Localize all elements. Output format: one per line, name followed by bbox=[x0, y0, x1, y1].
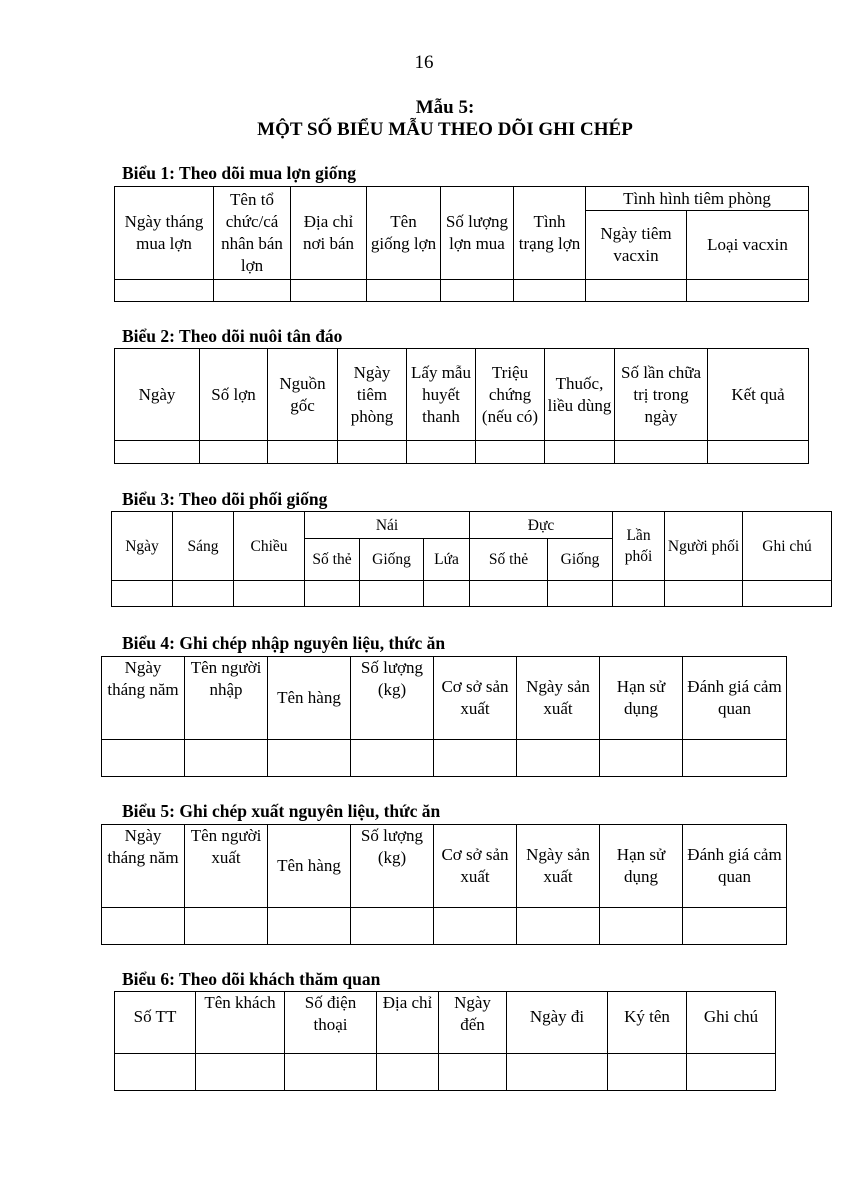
form2-header: Nguồn gốc bbox=[268, 349, 338, 441]
blank-cell bbox=[102, 908, 185, 945]
blank-cell bbox=[185, 908, 268, 945]
blank-cell bbox=[613, 581, 665, 607]
form4-header: Số lượng (kg) bbox=[351, 657, 434, 740]
form3-caption: Biểu 3: Theo dõi phối giống bbox=[122, 489, 328, 509]
blank-cell bbox=[517, 908, 600, 945]
form3-nai-sub-header: Lứa bbox=[424, 539, 470, 581]
form1-caption: Biểu 1: Theo dõi mua lợn giống bbox=[122, 163, 357, 183]
form-label: Mẫu 5: bbox=[415, 97, 475, 118]
form5-header: Đánh giá cảm quan bbox=[683, 825, 787, 908]
blank-cell bbox=[683, 908, 787, 945]
form3-nai-sub-header: Số thẻ bbox=[305, 539, 360, 581]
form6-header: Ngày đến bbox=[439, 992, 507, 1054]
blank-cell bbox=[102, 740, 185, 777]
form5-header: Ngày sản xuất bbox=[517, 825, 600, 908]
form2-header: Số lần chữa trị trong ngày bbox=[615, 349, 708, 441]
form2-header: Triệu chứng (nếu có) bbox=[476, 349, 545, 441]
form4-header: Cơ sở sản xuất bbox=[434, 657, 517, 740]
form6-header: Ngày đi bbox=[507, 992, 608, 1054]
blank-cell bbox=[434, 740, 517, 777]
form2-header: Lấy mẫu huyết thanh bbox=[407, 349, 476, 441]
form4-header: Ngày tháng năm bbox=[102, 657, 185, 740]
blank-cell bbox=[476, 441, 545, 464]
blank-cell bbox=[687, 1054, 776, 1091]
form4-caption: Biểu 4: Ghi chép nhập nguyên liệu, thức ăn bbox=[122, 633, 446, 653]
blank-cell bbox=[600, 740, 683, 777]
blank-cell bbox=[360, 581, 424, 607]
blank-cell bbox=[608, 1054, 687, 1091]
blank-cell bbox=[424, 581, 470, 607]
form3-duc-sub-header: Số thẻ bbox=[470, 539, 548, 581]
blank-cell bbox=[545, 441, 615, 464]
form6-header: Ghi chú bbox=[687, 992, 776, 1054]
blank-cell bbox=[112, 581, 173, 607]
blank-cell bbox=[683, 740, 787, 777]
form5-header: Tên người xuất bbox=[185, 825, 268, 908]
form4-table bbox=[101, 656, 787, 777]
form2-table bbox=[114, 348, 809, 464]
form4-header: Đánh giá cảm quan bbox=[683, 657, 787, 740]
form3-group-nai: Nái bbox=[305, 512, 470, 539]
form6-table bbox=[114, 991, 776, 1091]
blank-cell bbox=[285, 1054, 377, 1091]
blank-cell bbox=[600, 908, 683, 945]
form3-header: Người phối bbox=[665, 512, 743, 581]
form3-table bbox=[111, 511, 832, 607]
form5-header: Cơ sở sản xuất bbox=[434, 825, 517, 908]
blank-cell bbox=[439, 1054, 507, 1091]
form6-empty-row bbox=[115, 1054, 776, 1091]
form6-header: Ký tên bbox=[608, 992, 687, 1054]
blank-cell bbox=[507, 1054, 608, 1091]
form1-header: Ngày tháng mua lợn bbox=[115, 187, 214, 280]
blank-cell bbox=[268, 740, 351, 777]
form-title: MỘT SỐ BIỂU MẪU THEO DÕI GHI CHÉP bbox=[257, 119, 633, 140]
form1-header: Tình trạng lợn bbox=[514, 187, 586, 280]
form6-header: Số TT bbox=[115, 992, 196, 1054]
blank-cell bbox=[367, 280, 441, 302]
blank-cell bbox=[234, 581, 305, 607]
blank-cell bbox=[115, 1054, 196, 1091]
blank-cell bbox=[200, 441, 268, 464]
form5-table bbox=[101, 824, 787, 945]
form1-table bbox=[114, 186, 809, 302]
form2-empty-row bbox=[115, 441, 809, 464]
blank-cell bbox=[268, 441, 338, 464]
form3-header: Ngày bbox=[112, 512, 173, 581]
blank-cell bbox=[708, 441, 809, 464]
form1-empty-row bbox=[115, 280, 809, 302]
form3-header: Ghi chú bbox=[743, 512, 832, 581]
form1-header: Số lượng lợn mua bbox=[441, 187, 514, 280]
blank-cell bbox=[185, 740, 268, 777]
blank-cell bbox=[338, 441, 407, 464]
blank-cell bbox=[615, 441, 708, 464]
blank-cell bbox=[441, 280, 514, 302]
form1-header: Tên giống lợn bbox=[367, 187, 441, 280]
form6-header: Số điện thoại bbox=[285, 992, 377, 1054]
form3-header: Sáng bbox=[173, 512, 234, 581]
form2-header: Ngày bbox=[115, 349, 200, 441]
blank-cell bbox=[291, 280, 367, 302]
form3-duc-sub-header: Giống bbox=[548, 539, 613, 581]
form3-group-duc: Đực bbox=[470, 512, 613, 539]
form2-header: Thuốc, liều dùng bbox=[545, 349, 615, 441]
blank-cell bbox=[665, 581, 743, 607]
form1-group-header: Tình hình tiêm phòng bbox=[586, 187, 809, 211]
form6-header: Tên khách bbox=[196, 992, 285, 1054]
blank-cell bbox=[377, 1054, 439, 1091]
blank-cell bbox=[687, 280, 809, 302]
blank-cell bbox=[115, 280, 214, 302]
blank-cell bbox=[115, 441, 200, 464]
blank-cell bbox=[268, 908, 351, 945]
blank-cell bbox=[305, 581, 360, 607]
blank-cell bbox=[548, 581, 613, 607]
form4-header: Hạn sử dụng bbox=[600, 657, 683, 740]
form3-empty-row bbox=[112, 581, 832, 607]
form1-sub-header: Loại vacxin bbox=[687, 211, 809, 280]
form3-header: Lần phối bbox=[613, 512, 665, 581]
form4-header: Tên hàng bbox=[268, 657, 351, 740]
form2-header: Ngày tiêm phòng bbox=[338, 349, 407, 441]
form3-header: Chiều bbox=[234, 512, 305, 581]
form5-header: Tên hàng bbox=[268, 825, 351, 908]
blank-cell bbox=[214, 280, 291, 302]
blank-cell bbox=[196, 1054, 285, 1091]
blank-cell bbox=[351, 740, 434, 777]
form2-header: Kết quả bbox=[708, 349, 809, 441]
form4-header: Ngày sản xuất bbox=[517, 657, 600, 740]
form5-header: Hạn sử dụng bbox=[600, 825, 683, 908]
form1-header: Tên tổ chức/cá nhân bán lợn bbox=[214, 187, 291, 280]
form6-header: Địa chỉ bbox=[377, 992, 439, 1054]
form1-header: Địa chỉ nơi bán bbox=[291, 187, 367, 280]
blank-cell bbox=[470, 581, 548, 607]
form5-empty-row bbox=[102, 908, 787, 945]
blank-cell bbox=[407, 441, 476, 464]
form5-caption: Biểu 5: Ghi chép xuất nguyên liệu, thức ăn bbox=[122, 801, 441, 821]
blank-cell bbox=[434, 908, 517, 945]
blank-cell bbox=[514, 280, 586, 302]
form6-caption: Biểu 6: Theo dõi khách thăm quan bbox=[122, 969, 381, 989]
blank-cell bbox=[517, 740, 600, 777]
form2-header: Số lợn bbox=[200, 349, 268, 441]
form3-nai-sub-header: Giống bbox=[360, 539, 424, 581]
form5-header: Ngày tháng năm bbox=[102, 825, 185, 908]
form4-header: Tên người nhập bbox=[185, 657, 268, 740]
form1-sub-header: Ngày tiêm vacxin bbox=[586, 211, 687, 280]
blank-cell bbox=[586, 280, 687, 302]
form2-caption: Biểu 2: Theo dõi nuôi tân đáo bbox=[122, 326, 343, 346]
blank-cell bbox=[351, 908, 434, 945]
page-number: 16 bbox=[414, 52, 434, 73]
form5-header: Số lượng (kg) bbox=[351, 825, 434, 908]
blank-cell bbox=[173, 581, 234, 607]
blank-cell bbox=[743, 581, 832, 607]
form4-empty-row bbox=[102, 740, 787, 777]
